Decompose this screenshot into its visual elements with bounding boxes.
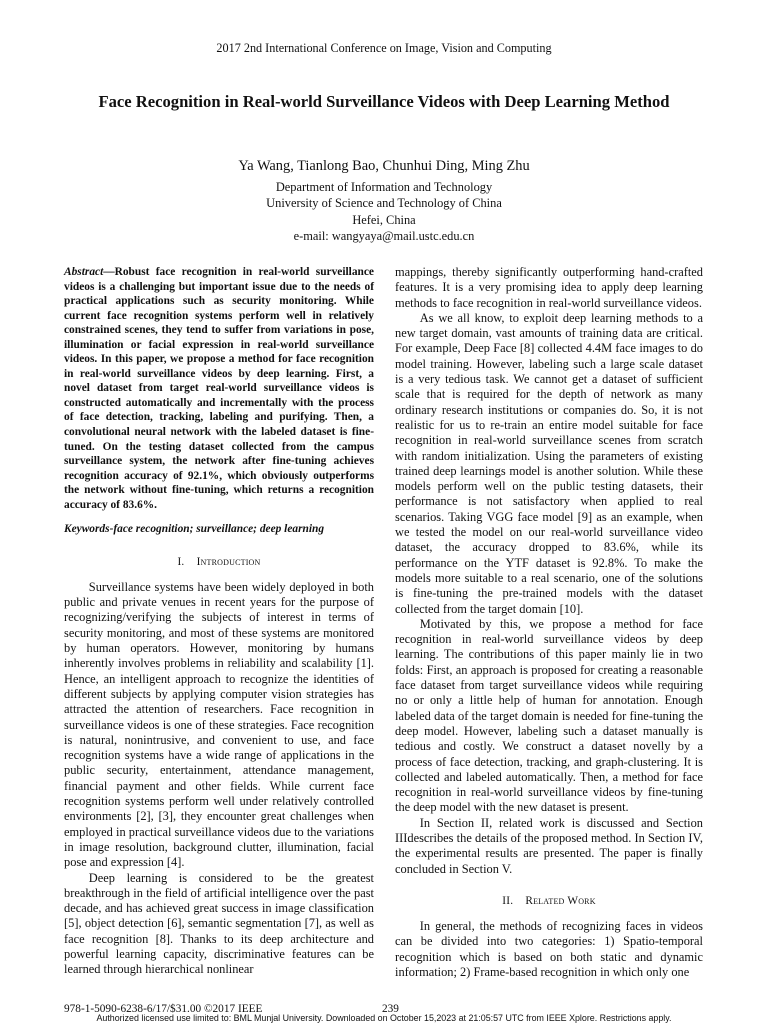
section-number: II.	[502, 894, 514, 907]
body-paragraph: Motivated by this, we propose a method for face recognition in real-world surveillance videos by deep learning. The contributions of this paper mainly lie in two folds: First, an approach is proposed for creating a reasonable face dataset from target surveillance videos while requiring no or only a little help of human for annotation. Enough labeled data of the target domain is needed for fine-tuning the deep model. However, labeling such a dataset manually is tedious and costly. We construct a dataset novelly by a process of face detection, tracking, and graph-clustering. It is collected and labeled automatically. Then, a method for face recognition in real-world surveillance videos by fine-tuning the deep model with the new dataset is present.	[395, 616, 703, 815]
left-column	[64, 265, 374, 978]
right-column	[395, 265, 703, 980]
section-title: Related Work	[525, 894, 596, 907]
body-paragraph: In Section II, related work is discussed and Section IIIdescribes the details of the proposed method. In Section IV, the experimental results are presented. The paper is finally concluded in Section V.	[395, 815, 703, 876]
body-paragraph: As we all know, to exploit deep learning methods to a new target domain, vast amounts of training data are critical. For example, Deep Face [8] collected 4.4M face images to do model training. However, labeling such a large scale dataset is a very tedious task. We cannot get a dataset of sufficient scale that is required for the depth of network as many ordinary research institutions or companies do. So, it is not realistic for us to re-train an entire model suitable for face recognition in real-world surveillance scenes from scratch with random initialization. Using the parameters of existing trained deep learnings model is another solution. While these models perform well on the public testing datasets, their performance is not satisfactory when applied to real scenarios. Taking VGG face model [9] as an example, when we tested the model on our real-world surveillance video dataset, the accuracy dropped to 83.6%, while its performance on the YTF dataset is 92.8%. To make the models more suitable to a real scenario, one of the solutions is fine-tuning the pre-trained models with the dataset collected from the target domain [10].	[395, 310, 703, 616]
author-list: Ya Wang, Tianlong Bao, Chunhui Ding, Ming Zhu	[238, 158, 530, 174]
related-work-paragraph: In general, the methods of recognizing faces in videos can be divided into two categories: 1) Spatio-temporal recognition which is based on both static and dynamic information; 2) Frame-based recognition in which only one	[395, 919, 703, 980]
copyright-line: 978-1-5090-6238-6/17/$31.00 ©2017 IEEE	[64, 1003, 263, 1015]
page-number: 239	[382, 1003, 399, 1015]
intro-paragraph: Deep learning is considered to be the greatest breakthrough in the field of artificial intelligence over the past decade, and has achieved great success in image classification [5], object detection [6], semantic segmentation [7], as well as face recognition [8]. Thanks to its deep architecture and powerful learning capacity, discriminative features can be learned through hierarchical nonlinear	[64, 870, 374, 977]
abstract-body: —Robust face recognition in real-world surveillance videos is a challenging but important issue due to the needs of practical applications such as security monitoring. While current face recognition systems perform well in relatively constrained scenes, they tend to suffer from variations in pose, illumination or facial expression in real-world surveillance videos. In this paper, we propose a method for face recognition in real-world surveillance videos by deep learning. First, a novel dataset from target real-world surveillance videos is constructed automatically and incrementally with the process of face detection, tracking, labeling and purifying. Then, a convolutional neural network with the labeled dataset is fine-tuned. On the testing dataset collected from the campus surveillance system, the network after fine-tuning achieves recognition accuracy of 92.1%, which obviously outperforms the network without fine-tuning, which returns a recognition accuracy of 83.6%.	[64, 266, 374, 511]
body-paragraph: mappings, thereby significantly outperforming hand-crafted features. It is a very promising idea to apply deep learning methods to face recognition in real-world surveillance videos.	[395, 265, 703, 310]
section-title: Introduction	[196, 555, 261, 568]
license-notice: Authorized licensed use limited to: BML Munjal University. Downloaded on October 15,2023 at 21:05:57 UTC from IEEE Xplore. Restrictions apply.	[96, 1013, 672, 1023]
conference-header: 2017 2nd International Conference on Image, Vision and Computing	[216, 41, 552, 55]
abstract	[64, 265, 374, 512]
affiliation-block	[0, 179, 768, 245]
section-number: I.	[177, 555, 185, 568]
affiliation-university: University of Science and Technology of China	[266, 196, 502, 211]
intro-paragraph: Surveillance systems have been widely deployed in both public and private venues in recent years for the purpose of recognizing/verifying the subjects of interest in terms of security monitoring, and most of these systems are monitored by human operators. However, monitoring by humans inherently involves problems in reliability and scalability [1]. Hence, an intelligent approach to recognize the identities of different subjects by applying computer vision strategies has attracted the attention of researchers. Face recognition in surveillance videos is one of these strategies. Face recognition is natural, nonintrusive, and convenient to use, and face recognition systems have a wide range of applications in the public security, entertainment, attendance management, financial payment and other fields. While current face recognition systems perform well under relatively controlled environments [2], [3], they encounter great challenges when employed in practical surveillance videos due to the variations in image resolution, background clutter, illumination, facial pose and expression [4].	[64, 579, 374, 870]
affiliation-location: Hefei, China	[352, 212, 416, 227]
abstract-lead: Abstract	[64, 266, 104, 278]
affiliation-email: e-mail: wangyaya@mail.ustc.edu.cn	[293, 229, 475, 244]
affiliation-department: Department of Information and Technology	[275, 180, 493, 194]
paper-title: Face Recognition in Real-world Surveillance Videos with Deep Learning Method	[98, 92, 670, 111]
keywords: Keywords-face recognition; surveillance; deep learning	[64, 523, 325, 536]
section-heading-introduction	[64, 555, 374, 570]
section-heading-related-work	[395, 894, 703, 909]
